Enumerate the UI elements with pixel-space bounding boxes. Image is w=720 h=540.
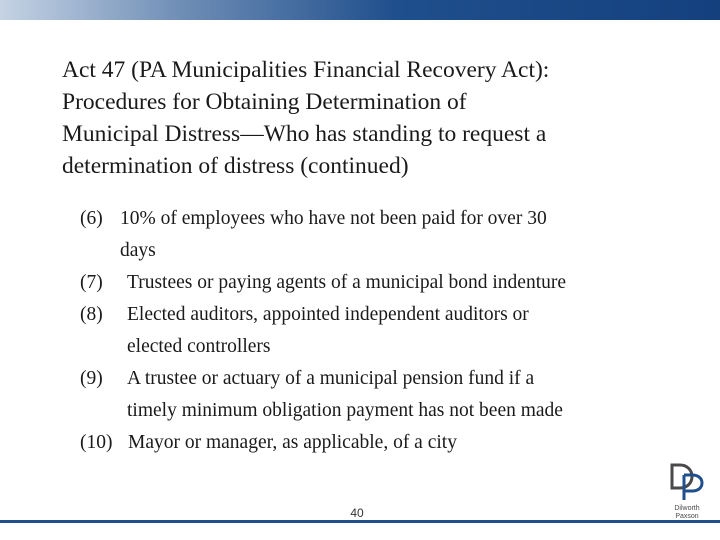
- list-item-text: [127, 299, 700, 363]
- title-line: Procedures for Obtaining Determination of: [62, 89, 467, 115]
- footer-rule: [0, 520, 720, 523]
- list-item-number: (8): [80, 304, 103, 325]
- list-item-line: 10% of employees who have not been paid for over 30: [120, 208, 547, 229]
- list-item-number: (7): [80, 272, 103, 293]
- logo-wordmark: [662, 505, 712, 521]
- list-item-line: timely minimum obligation payment has not been made: [127, 400, 563, 421]
- list-item-number: (9): [80, 368, 103, 389]
- list-item-number: (6): [80, 208, 103, 229]
- page-number: 40: [350, 506, 364, 520]
- list-item-9: [80, 363, 700, 427]
- list-item-line: Elected auditors, appointed independent auditors or: [127, 304, 529, 325]
- list-item-text: [128, 427, 700, 459]
- list-item-text: [127, 267, 700, 299]
- list-item-line: Mayor or manager, as applicable, of a city: [128, 432, 457, 453]
- list-item-line: Trustees or paying agents of a municipal bond indenture: [127, 272, 567, 293]
- top-banner-bar: [0, 0, 720, 20]
- list-item-line: A trustee or actuary of a municipal pension fund if a: [127, 368, 535, 389]
- list-item-8: [80, 299, 700, 363]
- list-item-number: (10): [80, 432, 113, 453]
- title-line: determination of distress (continued): [62, 153, 409, 179]
- list-item-7: [80, 267, 700, 299]
- dp-monogram-icon: [668, 462, 706, 502]
- list-item-6: [80, 203, 700, 267]
- list-item-10: [80, 427, 700, 459]
- list-item-line: days: [120, 240, 156, 261]
- slide-title: [62, 54, 682, 182]
- logo-word: Paxson: [675, 513, 699, 520]
- title-line: Municipal Distress—Who has standing to request a: [62, 121, 547, 147]
- list-item-text: [120, 203, 700, 267]
- dilworth-paxson-logo: [662, 462, 712, 526]
- title-line: Act 47 (PA Municipalities Financial Recovery Act):: [62, 57, 550, 83]
- list-item-line: elected controllers: [127, 336, 271, 357]
- logo-word: Dilworth: [674, 505, 700, 512]
- standing-list: [80, 203, 700, 459]
- list-item-text: [127, 363, 700, 427]
